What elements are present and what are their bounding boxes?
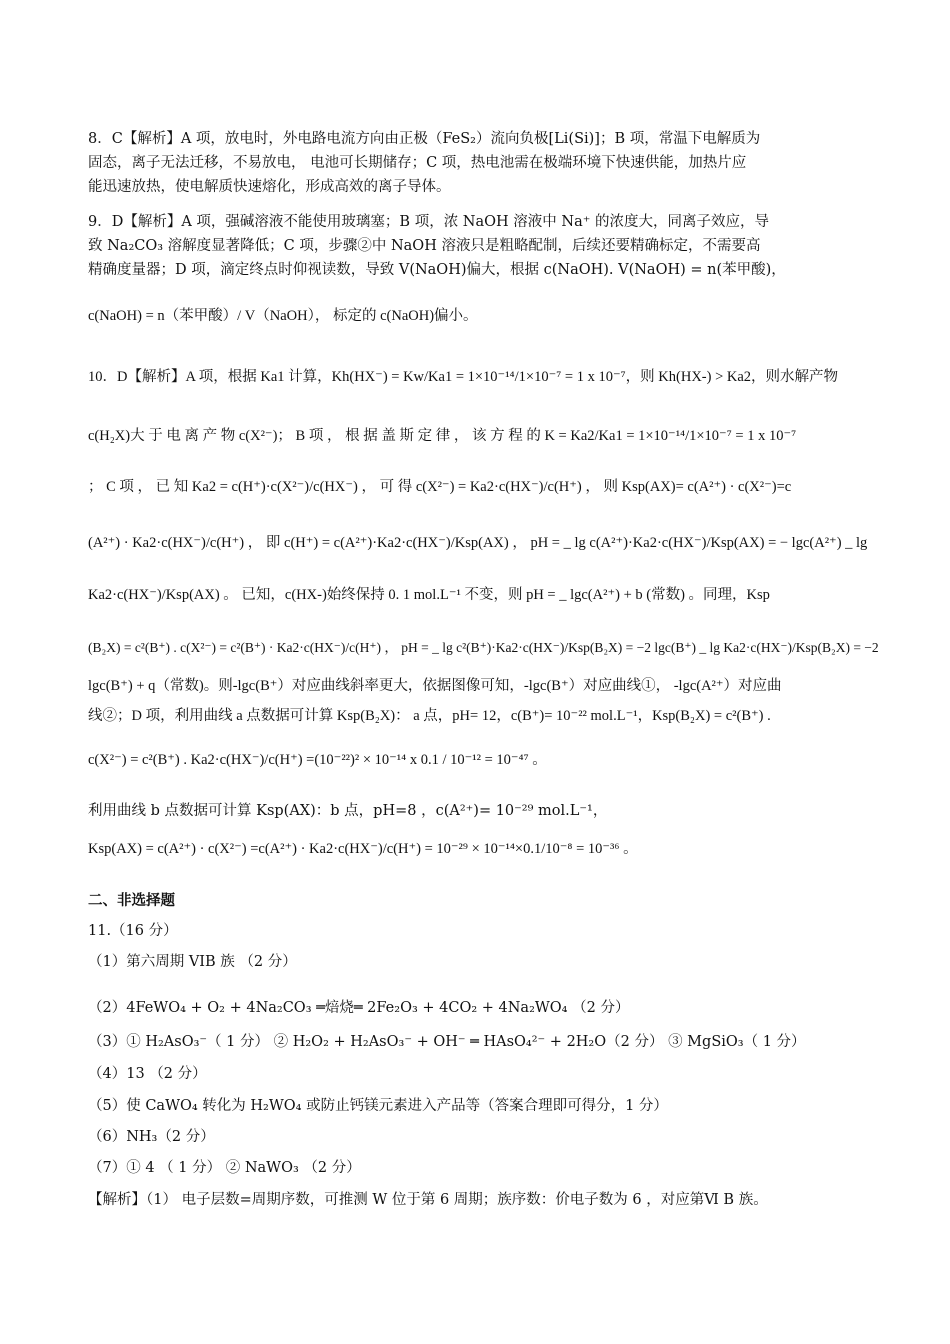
q8-line-3: 能迅速放热，使电解质快速熔化，形成高效的离子导体。 bbox=[88, 179, 451, 195]
q10-line-4: (A²⁺) · Ka2·c(HX⁻)/c(H⁺) ， 即 c(H⁺) = c(A²⁺)·Ka2·c(HX⁻)/Ksp(AX) ， pH = _ lg c(A²⁺)·Ka2·c(HX⁻)/Ksp(AX) = − lgc(A²⁺) _ lg bbox=[88, 535, 868, 551]
q10-line-5: Ka2·c(HX⁻)/Ksp(AX) 。 已知，c(HX-)始终保持 0. 1 mol.L⁻¹ 不变，则 pH = _ lgc(A²⁺) + b (常数) 。同理，Ksp bbox=[88, 587, 770, 603]
q8-line-2: 固态，离子无法迁移，不易放电， 电池可长期储存；C 项，热电池需在极端环境下快速供能，加热片应 bbox=[88, 155, 747, 171]
q11-title: 11.（16 分） bbox=[88, 923, 178, 939]
q9-line-1: 9．D【解析】A 项，强碱溶液不能使用玻璃塞；B 项，浓 NaOH 溶液中 Na⁺ 的浓度大，同离子效应，导 bbox=[88, 214, 769, 230]
q11-analysis: 【解析】（1） 电子层数=周期序数，可推测 W 位于第 6 周期；族序数：价电子数为 6 ，对应第Ⅵ B 族。 bbox=[88, 1192, 768, 1208]
q10-line-3: ； C 项 ， 已 知 Ka2 = c(H⁺)·c(X²⁻)/c(HX⁻) ， 可 得 c(X²⁻) = Ka2·c(HX⁻)/c(H⁺) ， 则 Ksp(AX)= c(A²⁺) · c(X²⁻)=c bbox=[88, 479, 792, 495]
q10-line-1: 10．D【解析】A 项，根据 Ka1 计算，Kh(HX⁻) = Kw/Ka1 = 1×10⁻¹⁴/1×10⁻⁷ = 1 x 10⁻⁷，则 Kh(HX-) > Ka2，则水解产物 bbox=[88, 369, 839, 385]
q11-answer-3: （3）① H₂AsO₃⁻（ 1 分） ② H₂O₂ + H₂AsO₃⁻ + OH⁻ ═ HAsO₄²⁻ + 2H₂O（2 分） ③ MgSiO₃（ 1 分） bbox=[88, 1034, 806, 1050]
q9-line-4: c(NaOH) = n（苯甲酸）/ V（NaOH）， 标定的 c(NaOH)偏小。 bbox=[88, 308, 478, 324]
q11-answer-2: （2）4FeWO₄ + O₂ + 4Na₂CO₃ ═焙烧═ 2Fe₂O₃ + 4CO₂ + 4Na₂WO₄ （2 分） bbox=[88, 1000, 630, 1016]
q11-answer-6: （6）NH₃（2 分） bbox=[88, 1129, 215, 1145]
q10-line-6: (B₂X) = c²(B⁺) . c(X²⁻) = c²(B⁺) · Ka2·c(HX⁻)/c(H⁺) ， pH = _ lg c²(B⁺)·Ka2·c(HX⁻)/Ksp(B₂X) = −2 lgc(B⁺) _ lg Ka2·c(HX⁻)/Ksp(B₂X) = −2 bbox=[88, 640, 879, 655]
q11-answer-4: （4）13 （2 分） bbox=[88, 1066, 207, 1082]
q8-line-1: 8．C【解析】A 项，放电时，外电路电流方向由正极（FeS₂）流向负极[Li(Si)]；B 项，常温下电解质为 bbox=[88, 131, 761, 147]
q10-line-10: 利用曲线 b 点数据可计算 Ksp(AX)：b 点，pH=8 ，c(A²⁺)= 10⁻²⁹ mol.L⁻¹， bbox=[88, 803, 608, 819]
q10-line-8: 线②；D 项，利用曲线 a 点数据可计算 Ksp(B₂X)： a 点，pH= 12，c(B⁺)= 10⁻²² mol.L⁻¹，Ksp(B₂X) = c²(B⁺) . bbox=[88, 708, 771, 724]
q9-line-2: 致 Na₂CO₃ 溶解度显著降低；C 项，步骤②中 NaOH 溶液只是粗略配制，后续还要精确标定，不需要高 bbox=[88, 238, 761, 254]
section-heading: 二、非选择题 bbox=[88, 893, 175, 909]
q11-answer-7: （7）① 4 （ 1 分） ② NaWO₃ （2 分） bbox=[88, 1160, 361, 1176]
q10-line-9: c(X²⁻) = c²(B⁺) . Ka2·c(HX⁻)/c(H⁺) =(10⁻²²)² × 10⁻¹⁴ x 0.1 / 10⁻¹² = 10⁻⁴⁷ 。 bbox=[88, 752, 547, 768]
q11-answer-5: （5）使 CaWO₄ 转化为 H₂WO₄ 或防止钙镁元素进入产品等（答案合理即可得分，1 分） bbox=[88, 1098, 668, 1114]
q10-line-7: lgc(B⁺) + q（常数)。则-lgc(B⁺）对应曲线斜率更大，依据图像可知，-lgc(B⁺）对应曲线①， -lgc(A²⁺）对应曲 bbox=[88, 678, 782, 694]
q11-answer-1: （1）第六周期 VIB 族 （2 分） bbox=[88, 954, 297, 970]
q9-line-3: 精确度量器；D 项，滴定终点时仰视读数，导致 V(NaOH)偏大，根据 c(NaOH). V(NaOH) = n(苯甲酸)， bbox=[88, 262, 786, 278]
q10-line-11: Ksp(AX) = c(A²⁺) · c(X²⁻) =c(A²⁺) · Ka2·c(HX⁻)/c(H⁺) = 10⁻²⁹ × 10⁻¹⁴×0.1/10⁻⁸ = 10⁻³⁶ 。 bbox=[88, 841, 638, 857]
q10-line-2: c(H₂X)大 于 电 离 产 物 c(X²⁻)； B 项 ， 根 据 盖 斯 定 律 ， 该 方 程 的 K = Ka2/Ka1 = 1×10⁻¹⁴/1×10⁻⁷ = 1 x 10⁻⁷ bbox=[88, 428, 797, 444]
